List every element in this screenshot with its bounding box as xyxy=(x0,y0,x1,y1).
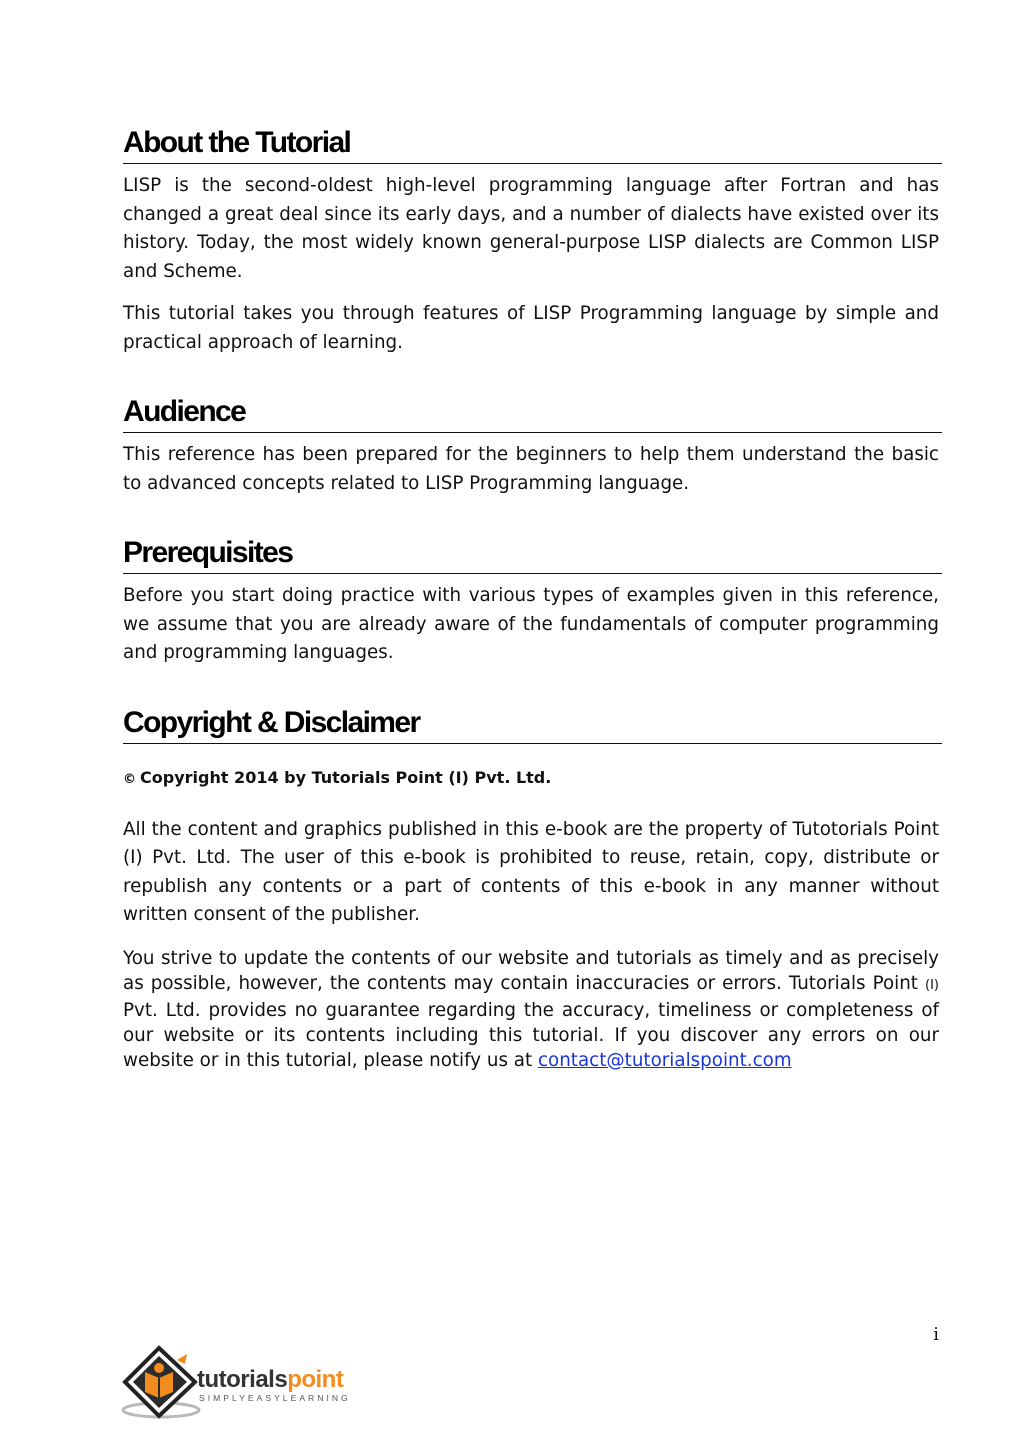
prerequisites-heading: Prerequisites xyxy=(123,534,942,574)
logo-brand-a: tutorials xyxy=(197,1366,288,1393)
logo-brand-b: point xyxy=(287,1366,344,1393)
disclaimer-paragraph xyxy=(123,946,939,1073)
disclaimer-text-a: You strive to update the contents of our website and tutorials as timely and as precisely as possible, however, the contents may contain inaccuracies or errors. Tutorials Point xyxy=(123,947,939,994)
about-heading: About the Tutorial xyxy=(123,124,942,164)
copyright-heading: Copyright & Disclaimer xyxy=(123,704,942,744)
copyright-paragraph-1: All the content and graphics published in this e-book are the property of Tutotorials Point (I) Pvt. Ltd. The user of this e-book is prohibited to reuse, retain, copy, distribute or republish any contents or a part of contents of this e-book in any manner without written consent of the publisher. xyxy=(123,818,939,925)
audience-paragraph: This reference has been prepared for the beginners to help them understand the basic to advanced concepts related to LISP Programming language. xyxy=(123,444,939,494)
logo-brand-text xyxy=(197,1366,344,1393)
copyright-text: Copyright 2014 by Tutorials Point (I) Pvt. Ltd. xyxy=(140,767,552,787)
logo-arrow xyxy=(177,1354,187,1364)
page-number: i xyxy=(933,1324,939,1345)
section-about xyxy=(123,124,942,357)
section-copyright xyxy=(123,704,942,1073)
tutorialspoint-logo xyxy=(121,1344,381,1422)
disclaimer-text-small: (I) xyxy=(925,977,940,993)
about-paragraph-1: LISP is the second-oldest high-level programming language after Fortran and has changed a great deal since its early days, and a number of dialects have existed over its history. Today, the most widely known general-purpose LISP dialects are Common LISP and Scheme. xyxy=(123,175,939,282)
disclaimer-text-b: Pvt. Ltd. provides no guarantee regarding the accuracy, timeliness or completeness of our website or its contents including this tutorial. If you discover any errors on our website or in this tutorial, please notify us at xyxy=(123,999,939,1071)
audience-heading: Audience xyxy=(123,393,942,433)
copyright-symbol: © xyxy=(123,771,136,787)
contact-email-link[interactable]: contact@tutorialspoint.com xyxy=(537,1049,792,1071)
section-prerequisites xyxy=(123,534,942,668)
section-audience xyxy=(123,393,942,498)
prerequisites-paragraph: Before you start doing practice with various types of examples given in this reference, we assume that you are already aware of the fundamentals of computer programming and programming languages. xyxy=(123,585,939,663)
logo-tagline: SIMPLYEASYLEARNING xyxy=(199,1393,351,1403)
copyright-notice xyxy=(123,768,942,790)
about-paragraph-2: This tutorial takes you through features of LISP Programming language by simple and practical approach of learning. xyxy=(123,303,939,353)
document-page xyxy=(123,124,942,1073)
